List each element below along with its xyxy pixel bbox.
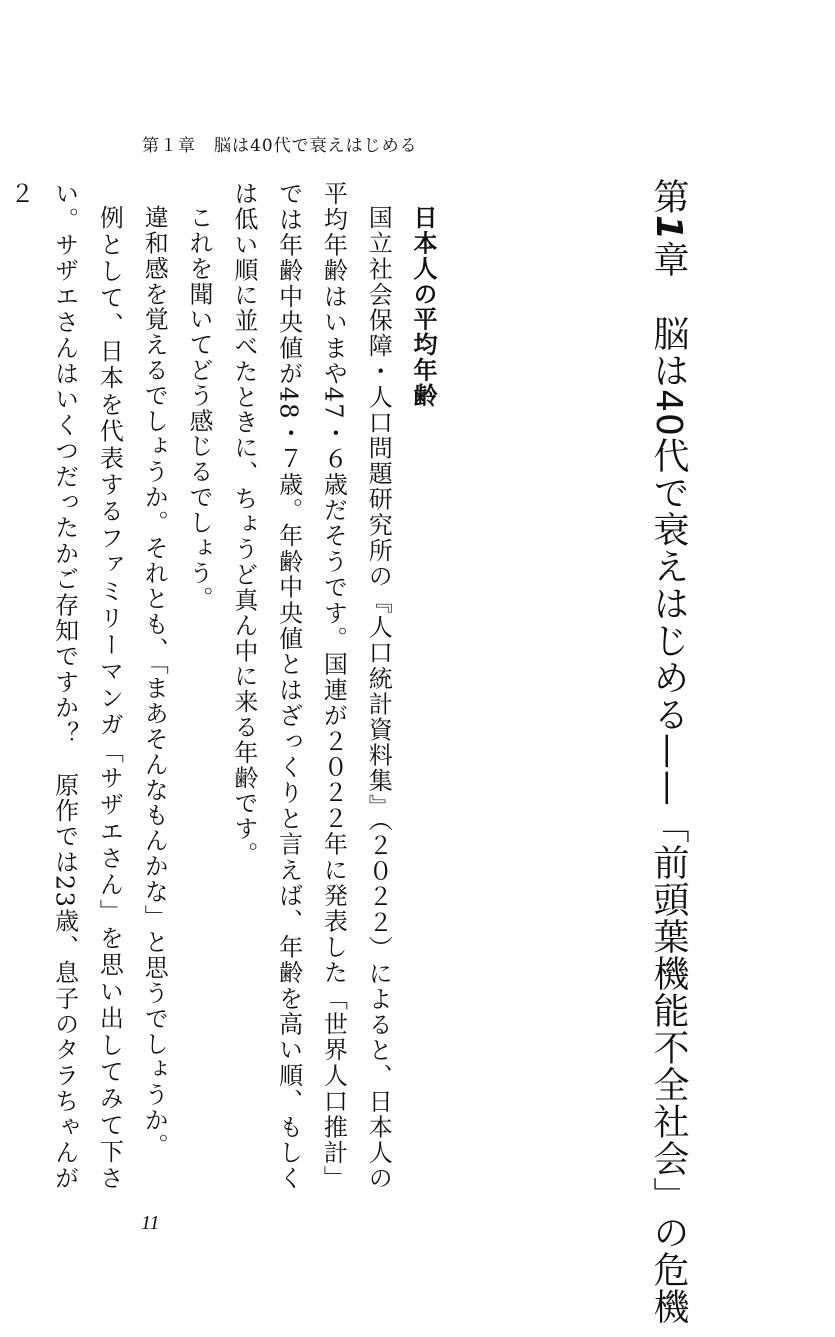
chapter-number: 1: [648, 215, 689, 242]
body-text: [0, 181, 445, 1191]
chapter-title-text: 章 脳は40代で衰えはじめる——「前頭葉機能不全社会」の危機: [648, 241, 689, 1325]
chapter-title: [646, 178, 690, 1325]
running-head: 第１章 脳は40代で衰えはじめる: [142, 136, 418, 156]
chapter-title-prefix: 第: [648, 178, 689, 215]
paragraph-1: 国立社会保障・人口問題研究所の『人口統計資料集』（２０２２）によると、日本人の平均年齢はいまや47・６歳だそうです。国連が２０２２年に発表した「世界人口推計」では年齢中央値が48・７歳。年齢中央値とはざっくりと言えば、年齢を高い順、もしくは低い順に並べたときに、ちょうど真ん中に来る年齢です。: [229, 181, 393, 1191]
section-heading: 日本人の平均年齢: [409, 205, 437, 409]
paragraph-2: これを聞いてどう感じるでしょう。: [185, 205, 214, 612]
paragraph-4: 例として、日本を代表するファミリーマンガ「サザエさん」を思い出してみて下さい。サザエさんはいくつだったかご存知ですか？ 原作では23歳、息子のタラちゃんが２: [5, 181, 124, 1191]
paragraph-3: 違和感を覚えるでしょうか。それとも、「まあそんなもんかな」と思うでしょうか。: [140, 205, 169, 1159]
page-number: 11: [141, 1212, 160, 1234]
